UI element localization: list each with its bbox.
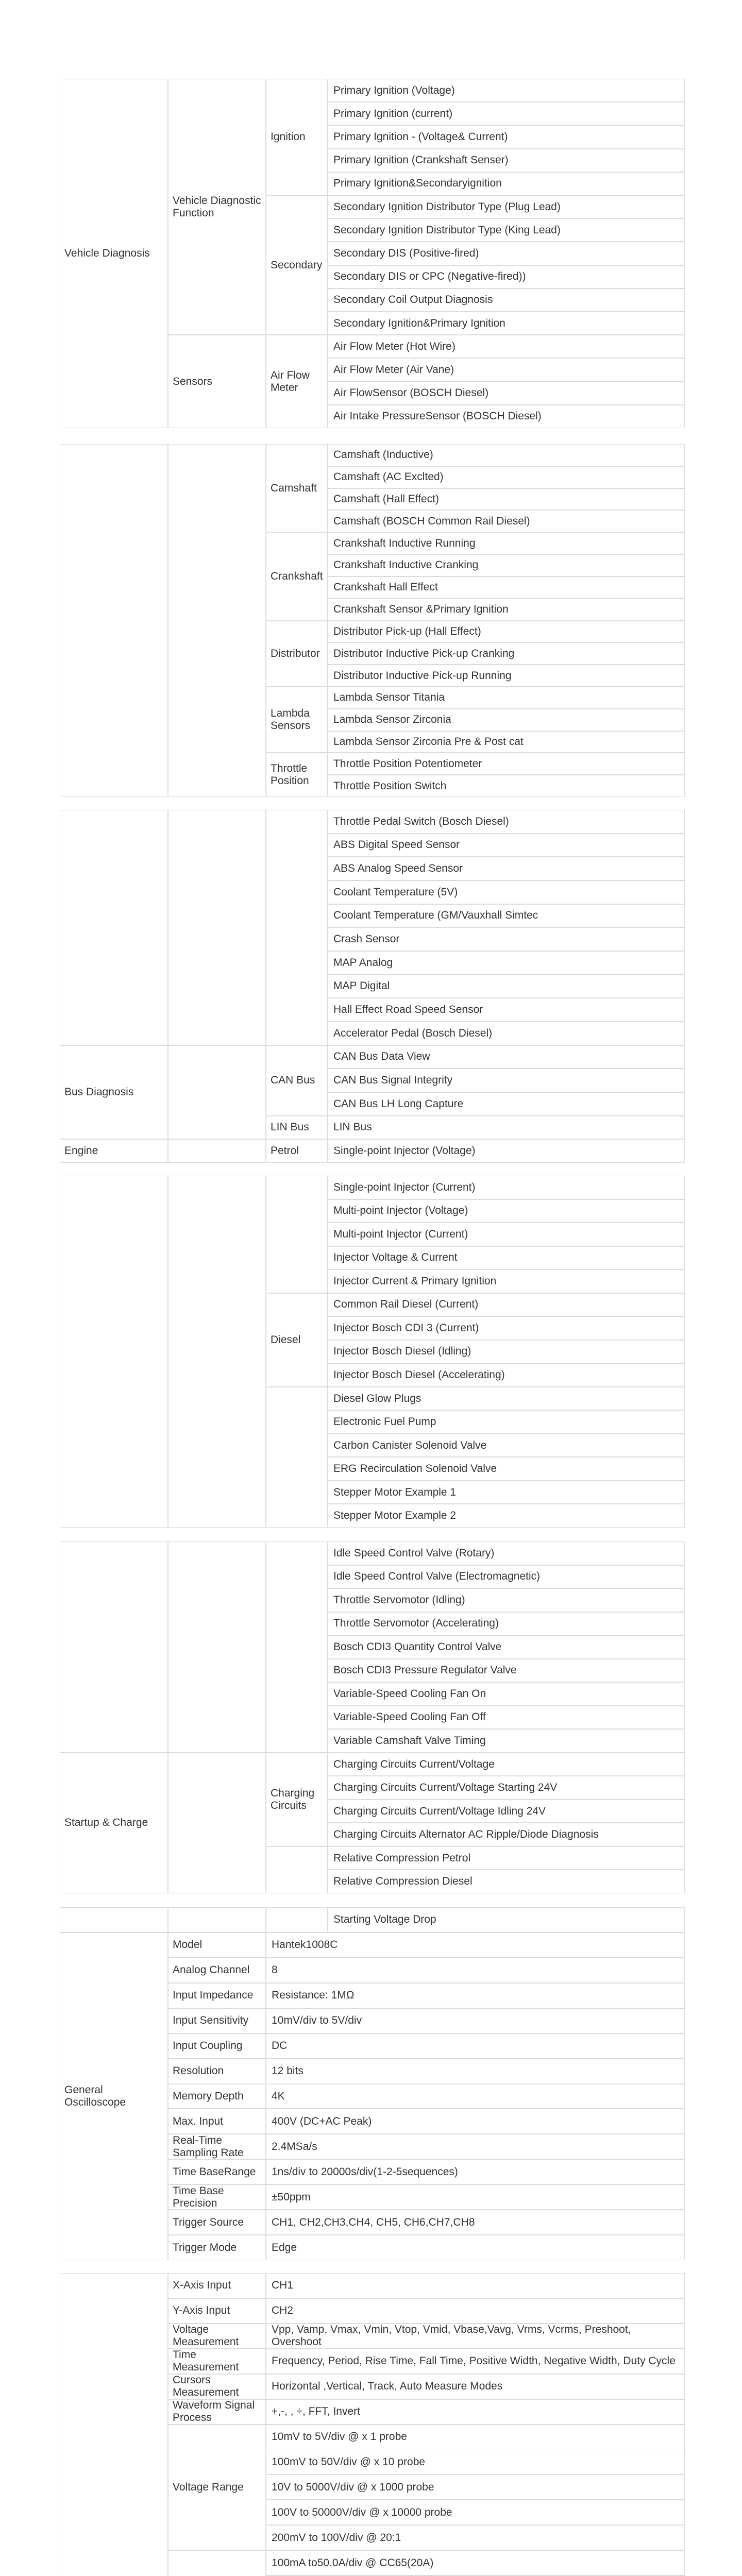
feature-item: Throttle Servomotor (Accelerating) xyxy=(328,1612,685,1636)
spec-label: Analog Channel xyxy=(168,1958,266,1983)
feature-item: Bosch CDI3 Pressure Regulator Valve xyxy=(328,1659,685,1683)
feature-item: CAN Bus Signal Integrity xyxy=(328,1069,685,1092)
feature-item: Secondary Ignition Distributor Type (Plug Lead) xyxy=(328,195,685,218)
spec-value: 1ns/div to 20000s/div(1-2-5sequences) xyxy=(266,2159,685,2184)
spec-value: CH1, CH2,CH3,CH4, CH5, CH6,CH7,CH8 xyxy=(266,2210,685,2235)
subgroup-label xyxy=(168,1753,266,1893)
feature-item: Injector Bosch CDI 3 (Current) xyxy=(328,1316,685,1340)
group-label: Bus Diagnosis xyxy=(60,1045,168,1140)
feature-item: Throttle Servomotor (Idling) xyxy=(328,1588,685,1612)
group-label: Startup & Charge xyxy=(60,1753,168,1893)
spec-value: CH1 xyxy=(266,2273,685,2298)
feature-item: Distributor Inductive Pick-up Running xyxy=(328,665,685,687)
category-label: Crankshaft xyxy=(266,532,328,620)
spec-value: ±50ppm xyxy=(266,2184,685,2210)
spec-value: Frequency, Period, Rise Time, Fall Time, Positive Width, Negative Width, Duty Cycle xyxy=(266,2349,685,2374)
spec-value: Edge xyxy=(266,2235,685,2260)
subgroup-label xyxy=(168,1176,266,1528)
category-label: Throttle Position xyxy=(266,753,328,797)
spec-value: CH2 xyxy=(266,2298,685,2324)
spec-value: Vpp, Vamp, Vmax, Vmin, Vtop, Vmid, Vbase,Vavg, Vrms, Vcrms, Preshoot, Overshoot xyxy=(266,2324,685,2349)
feature-item: Crankshaft Hall Effect xyxy=(328,577,685,599)
feature-item: Charging Circuits Current/Voltage Starting 24V xyxy=(328,1776,685,1800)
spec-label: Memory Depth xyxy=(168,2084,266,2109)
feature-item: Diesel Glow Plugs xyxy=(328,1387,685,1411)
feature-item: Air Intake PressureSensor (BOSCH Diesel) xyxy=(328,405,685,428)
category-label: Diesel xyxy=(266,1293,328,1387)
category-label xyxy=(266,1176,328,1293)
feature-item: Idle Speed Control Valve (Electromagnetic) xyxy=(328,1565,685,1589)
subgroup-label: Sensors xyxy=(168,335,266,428)
feature-item: Primary Ignition (Crankshaft Senser) xyxy=(328,149,685,172)
feature-item: Camshaft (AC Exclted) xyxy=(328,466,685,488)
spec-value: 400V (DC+AC Peak) xyxy=(266,2109,685,2134)
spec-label: Time Measurement xyxy=(168,2349,266,2374)
feature-item: Secondary DIS (Positive-fired) xyxy=(328,242,685,265)
spec-value: 2.4MSa/s xyxy=(266,2134,685,2159)
feature-item: Air FlowSensor (BOSCH Diesel) xyxy=(328,382,685,405)
feature-item: Crash Sensor xyxy=(328,927,685,951)
subgroup-label xyxy=(168,1045,266,1140)
spec-label: Input Sensitivity xyxy=(168,2008,266,2033)
category-label: LIN Bus xyxy=(266,1116,328,1140)
spec-value: 100V to 50000V/div @ x 10000 probe xyxy=(266,2500,685,2525)
feature-item: Idle Speed Control Valve (Rotary) xyxy=(328,1541,685,1565)
subgroup-label xyxy=(168,444,266,797)
feature-item: Variable-Speed Cooling Fan Off xyxy=(328,1706,685,1730)
category-label xyxy=(266,1846,328,1893)
feature-item: LIN Bus xyxy=(328,1116,685,1140)
feature-item: Relative Compression Petrol xyxy=(328,1846,685,1870)
feature-item: Secondary Ignition&Primary Ignition xyxy=(328,312,685,335)
feature-item: Bosch CDI3 Quantity Control Valve xyxy=(328,1635,685,1659)
category-label xyxy=(266,1907,328,1933)
category-label: Air Flow Meter xyxy=(266,335,328,428)
spec-value: 10mV to 5V/div @ x 1 probe xyxy=(266,2425,685,2450)
feature-item: Variable Camshaft Valve Timing xyxy=(328,1729,685,1753)
spec-label: Real-Time Sampling Rate xyxy=(168,2134,266,2159)
feature-item: Camshaft (Inductive) xyxy=(328,444,685,466)
spec-label: Cursors Measurement xyxy=(168,2374,266,2399)
spec-label: Trigger Mode xyxy=(168,2235,266,2260)
feature-item: Common Rail Diesel (Current) xyxy=(328,1293,685,1317)
spec-label: Resolution xyxy=(168,2059,266,2084)
feature-item: CAN Bus Data View xyxy=(328,1045,685,1069)
feature-item: Charging Circuits Current/Voltage Idling 24V xyxy=(328,1800,685,1823)
feature-item: Primary Ignition (current) xyxy=(328,102,685,125)
feature-item: Secondary Coil Output Diagnosis xyxy=(328,289,685,312)
spec-value: +,-, , ÷, FFT, Invert xyxy=(266,2399,685,2425)
spec-value: 100mA to50.0A/div @ CC65(20A) xyxy=(266,2550,685,2575)
spec-label: Input Impedance xyxy=(168,1983,266,2008)
spec-value: 8 xyxy=(266,1958,685,1983)
feature-item: MAP Analog xyxy=(328,951,685,975)
group-label xyxy=(60,1541,168,1753)
spec-value: DC xyxy=(266,2033,685,2059)
spec-label: Time BaseRange xyxy=(168,2159,266,2184)
feature-item: Lambda Sensor Titania xyxy=(328,687,685,709)
spec-label: Trigger Source xyxy=(168,2210,266,2235)
feature-item: Single-point Injector (Current) xyxy=(328,1176,685,1199)
feature-item: Lambda Sensor Zirconia xyxy=(328,709,685,731)
feature-item: Camshaft (BOSCH Common Rail Diesel) xyxy=(328,510,685,532)
feature-item: ERG Recirculation Solenoid Valve xyxy=(328,1457,685,1481)
spec-label xyxy=(168,2550,266,2576)
feature-item: Lambda Sensor Zirconia Pre & Post cat xyxy=(328,731,685,753)
spec-value: 10V to 5000V/div @ x 1000 probe xyxy=(266,2475,685,2500)
feature-item: Injector Voltage & Current xyxy=(328,1246,685,1270)
category-label: Charging Circuits xyxy=(266,1753,328,1846)
feature-item: ABS Digital Speed Sensor xyxy=(328,834,685,857)
feature-item: Crankshaft Inductive Cranking xyxy=(328,554,685,577)
spec-label: Max. Input xyxy=(168,2109,266,2134)
category-label xyxy=(266,810,328,1045)
spec-label: Input Coupling xyxy=(168,2033,266,2059)
spec-label: Model xyxy=(168,1933,266,1958)
spec-label: Time Base Precision xyxy=(168,2184,266,2210)
feature-item: MAP Digital xyxy=(328,975,685,998)
feature-item: Distributor Inductive Pick-up Cranking xyxy=(328,642,685,665)
spec-label: Voltage Measurement xyxy=(168,2324,266,2349)
spec-value: 100mV to 50V/div @ x 10 probe xyxy=(266,2450,685,2475)
feature-item: Multi-point Injector (Voltage) xyxy=(328,1199,685,1223)
feature-item: ABS Analog Speed Sensor xyxy=(328,857,685,880)
feature-item: Charging Circuits Current/Voltage xyxy=(328,1753,685,1776)
group-label xyxy=(60,1176,168,1528)
feature-item: Carbon Canister Solenoid Valve xyxy=(328,1434,685,1458)
feature-item: Air Flow Meter (Air Vane) xyxy=(328,358,685,381)
spec-value: 12 bits xyxy=(266,2059,685,2084)
subgroup-label xyxy=(168,1907,266,1933)
feature-item: Crankshaft Sensor &Primary Ignition xyxy=(328,599,685,621)
spec-value: 10mV/div to 5V/div xyxy=(266,2008,685,2033)
feature-item: Primary Ignition&Secondaryignition xyxy=(328,172,685,195)
feature-item: Secondary Ignition Distributor Type (King Lead) xyxy=(328,218,685,242)
feature-item: Coolant Temperature (GM/Vauxhall Simtec xyxy=(328,904,685,928)
feature-item: Distributor Pick-up (Hall Effect) xyxy=(328,621,685,643)
group-label: Engine xyxy=(60,1139,168,1163)
feature-item: Injector Bosch Diesel (Idling) xyxy=(328,1340,685,1364)
feature-item: Throttle Pedal Switch (Bosch Diesel) xyxy=(328,810,685,834)
spec-value: 4K xyxy=(266,2084,685,2109)
feature-item: Secondary DIS or CPC (Negative-fired)) xyxy=(328,265,685,289)
feature-item: Single-point Injector (Voltage) xyxy=(328,1139,685,1163)
group-label: Vehicle Diagnosis xyxy=(60,79,168,428)
spec-value: Resistance: 1MΩ xyxy=(266,1983,685,2008)
subgroup-label xyxy=(168,1139,266,1163)
category-label: Ignition xyxy=(266,79,328,195)
feature-item: Starting Voltage Drop xyxy=(328,1907,685,1933)
feature-item: Charging Circuits Alternator AC Ripple/Diode Diagnosis xyxy=(328,1823,685,1846)
category-label: Camshaft xyxy=(266,444,328,532)
group-label xyxy=(60,1907,168,1933)
group-label xyxy=(60,2273,168,2576)
feature-item: Primary Ignition - (Voltage& Current) xyxy=(328,125,685,148)
spec-value: 200mV to 100V/div @ 20:1 xyxy=(266,2525,685,2550)
feature-item: Crankshaft Inductive Running xyxy=(328,532,685,554)
subgroup-label: Vehicle Diagnostic Function xyxy=(168,79,266,335)
feature-item: Hall Effect Road Speed Sensor xyxy=(328,998,685,1022)
feature-item: Throttle Position Switch xyxy=(328,775,685,797)
feature-item: Multi-point Injector (Current) xyxy=(328,1223,685,1246)
feature-item: Injector Current & Primary Ignition xyxy=(328,1269,685,1293)
spec-label: X-Axis Input xyxy=(168,2273,266,2298)
feature-item: Injector Bosch Diesel (Accelerating) xyxy=(328,1363,685,1387)
feature-item: Relative Compression Diesel xyxy=(328,1870,685,1893)
spec-value: Hantek1008C xyxy=(266,1933,685,1958)
feature-item: Throttle Position Potentiometer xyxy=(328,753,685,775)
feature-item: Primary Ignition (Voltage) xyxy=(328,79,685,102)
spec-label: Y-Axis Input xyxy=(168,2298,266,2324)
category-label: Distributor xyxy=(266,621,328,687)
category-label: Lambda Sensors xyxy=(266,687,328,753)
subgroup-label xyxy=(168,810,266,1045)
group-label xyxy=(60,444,168,797)
spec-label: Waveform Signal Process xyxy=(168,2399,266,2425)
category-label: CAN Bus xyxy=(266,1045,328,1116)
feature-item: Stepper Motor Example 1 xyxy=(328,1481,685,1504)
subgroup-label xyxy=(168,1541,266,1753)
feature-item: CAN Bus LH Long Capture xyxy=(328,1092,685,1116)
spec-label: Voltage Range xyxy=(168,2425,266,2551)
category-label xyxy=(266,1541,328,1753)
category-label: Petrol xyxy=(266,1139,328,1163)
group-label xyxy=(60,810,168,1045)
category-label xyxy=(266,1387,328,1528)
feature-item: Electronic Fuel Pump xyxy=(328,1410,685,1434)
feature-item: Coolant Temperature (5V) xyxy=(328,880,685,904)
category-label: Secondary xyxy=(266,195,328,335)
feature-item: Air Flow Meter (Hot Wire) xyxy=(328,335,685,358)
group-label: General Oscilloscope xyxy=(60,1933,168,2260)
feature-item: Accelerator Pedal (Bosch Diesel) xyxy=(328,1022,685,1045)
feature-item: Camshaft (Hall Effect) xyxy=(328,488,685,511)
feature-item: Stepper Motor Example 2 xyxy=(328,1504,685,1528)
spec-value: Horizontal ,Vertical, Track, Auto Measure Modes xyxy=(266,2374,685,2399)
feature-item: Variable-Speed Cooling Fan On xyxy=(328,1682,685,1706)
